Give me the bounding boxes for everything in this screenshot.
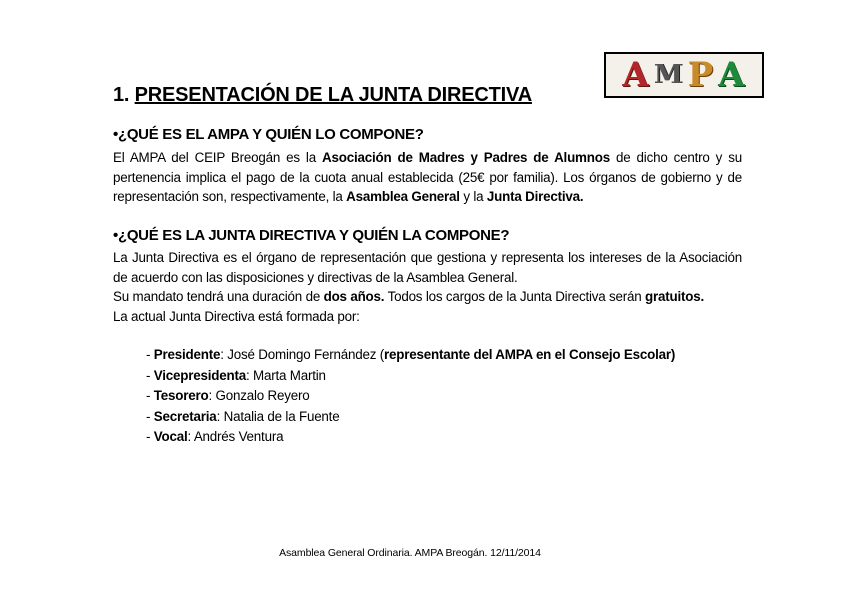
member-role: Vicepresidenta <box>153 367 247 383</box>
paragraph-junta-description <box>113 248 742 326</box>
text: Todos los cargos de la Junta Directiva serán <box>384 289 646 304</box>
section-heading-ampa: •¿QUÉ ES EL AMPA Y QUIÉN LO COMPONE? <box>113 126 424 143</box>
member-role: Presidente <box>153 347 221 362</box>
text: y la <box>459 189 487 204</box>
text: La actual Junta Directiva está formada por: <box>113 308 360 324</box>
logo-letter: A <box>622 55 650 95</box>
list-item: - Vocal: Andrés Ventura <box>146 429 284 444</box>
logo-letter: P <box>687 55 715 95</box>
bold-text: gratuitos. <box>645 289 705 304</box>
title-text: PRESENTACIÓN DE LA JUNTA DIRECTIVA <box>134 84 532 106</box>
bold-text: Junta Directiva. <box>486 189 584 204</box>
member-role: Vocal <box>153 429 188 444</box>
text: de dicho centro y su pertenencia implica el pago de la cuota anual establecida (25€ por familia). Los órganos de gobierno y de representación son, respectivamente, la <box>113 150 742 204</box>
list-item: - Vicepresidenta: Marta Martin <box>146 367 326 383</box>
section-heading-junta: •¿QUÉ ES LA JUNTA DIRECTIVA Y QUIÉN LA COMPONE? <box>113 227 510 244</box>
bold-text: dos años. <box>323 289 385 304</box>
page-title <box>113 84 532 107</box>
member-name: : Marta Martin <box>246 367 326 383</box>
list-item: - Secretaria: Natalia de la Fuente <box>146 408 340 424</box>
paragraph-mandate <box>113 287 742 307</box>
page-footer: Asamblea General Ordinaria. AMPA Breogán. 12/11/2014 <box>279 547 541 559</box>
member-role: Secretaria <box>153 408 217 424</box>
title-number: 1. <box>113 84 130 106</box>
paragraph-ampa-description <box>113 148 742 207</box>
members-list <box>146 345 675 448</box>
member-name: : Gonzalo Reyero <box>208 388 310 403</box>
bold-text: Asamblea General <box>346 189 460 204</box>
bold-text: Asociación de Madres y Padres de Alumnos <box>322 150 610 165</box>
member-role: Tesorero <box>153 388 209 403</box>
list-item: - Presidente: José Domingo Fernández (representante del AMPA en el Consejo Escolar) <box>146 347 676 362</box>
member-name: : Natalia de la Fuente <box>216 408 340 424</box>
ampa-logo <box>604 52 764 98</box>
text: La Junta Directiva es el órgano de representación que gestiona y representa los intereses de la Asociación de acuerdo con las disposiciones y directivas de la Asamblea General. <box>113 250 742 285</box>
text: El AMPA del CEIP Breogán es la <box>113 150 322 165</box>
list-item: - Tesorero: Gonzalo Reyero <box>146 388 310 403</box>
logo-letter: M <box>653 60 684 90</box>
logo-letter: A <box>718 55 746 95</box>
member-note: representante del AMPA en el Consejo Escolar) <box>384 347 676 362</box>
member-name: : Andrés Ventura <box>187 429 284 444</box>
member-name: : José Domingo Fernández ( <box>220 347 385 362</box>
text: Su mandato tendrá una duración de <box>113 289 324 304</box>
